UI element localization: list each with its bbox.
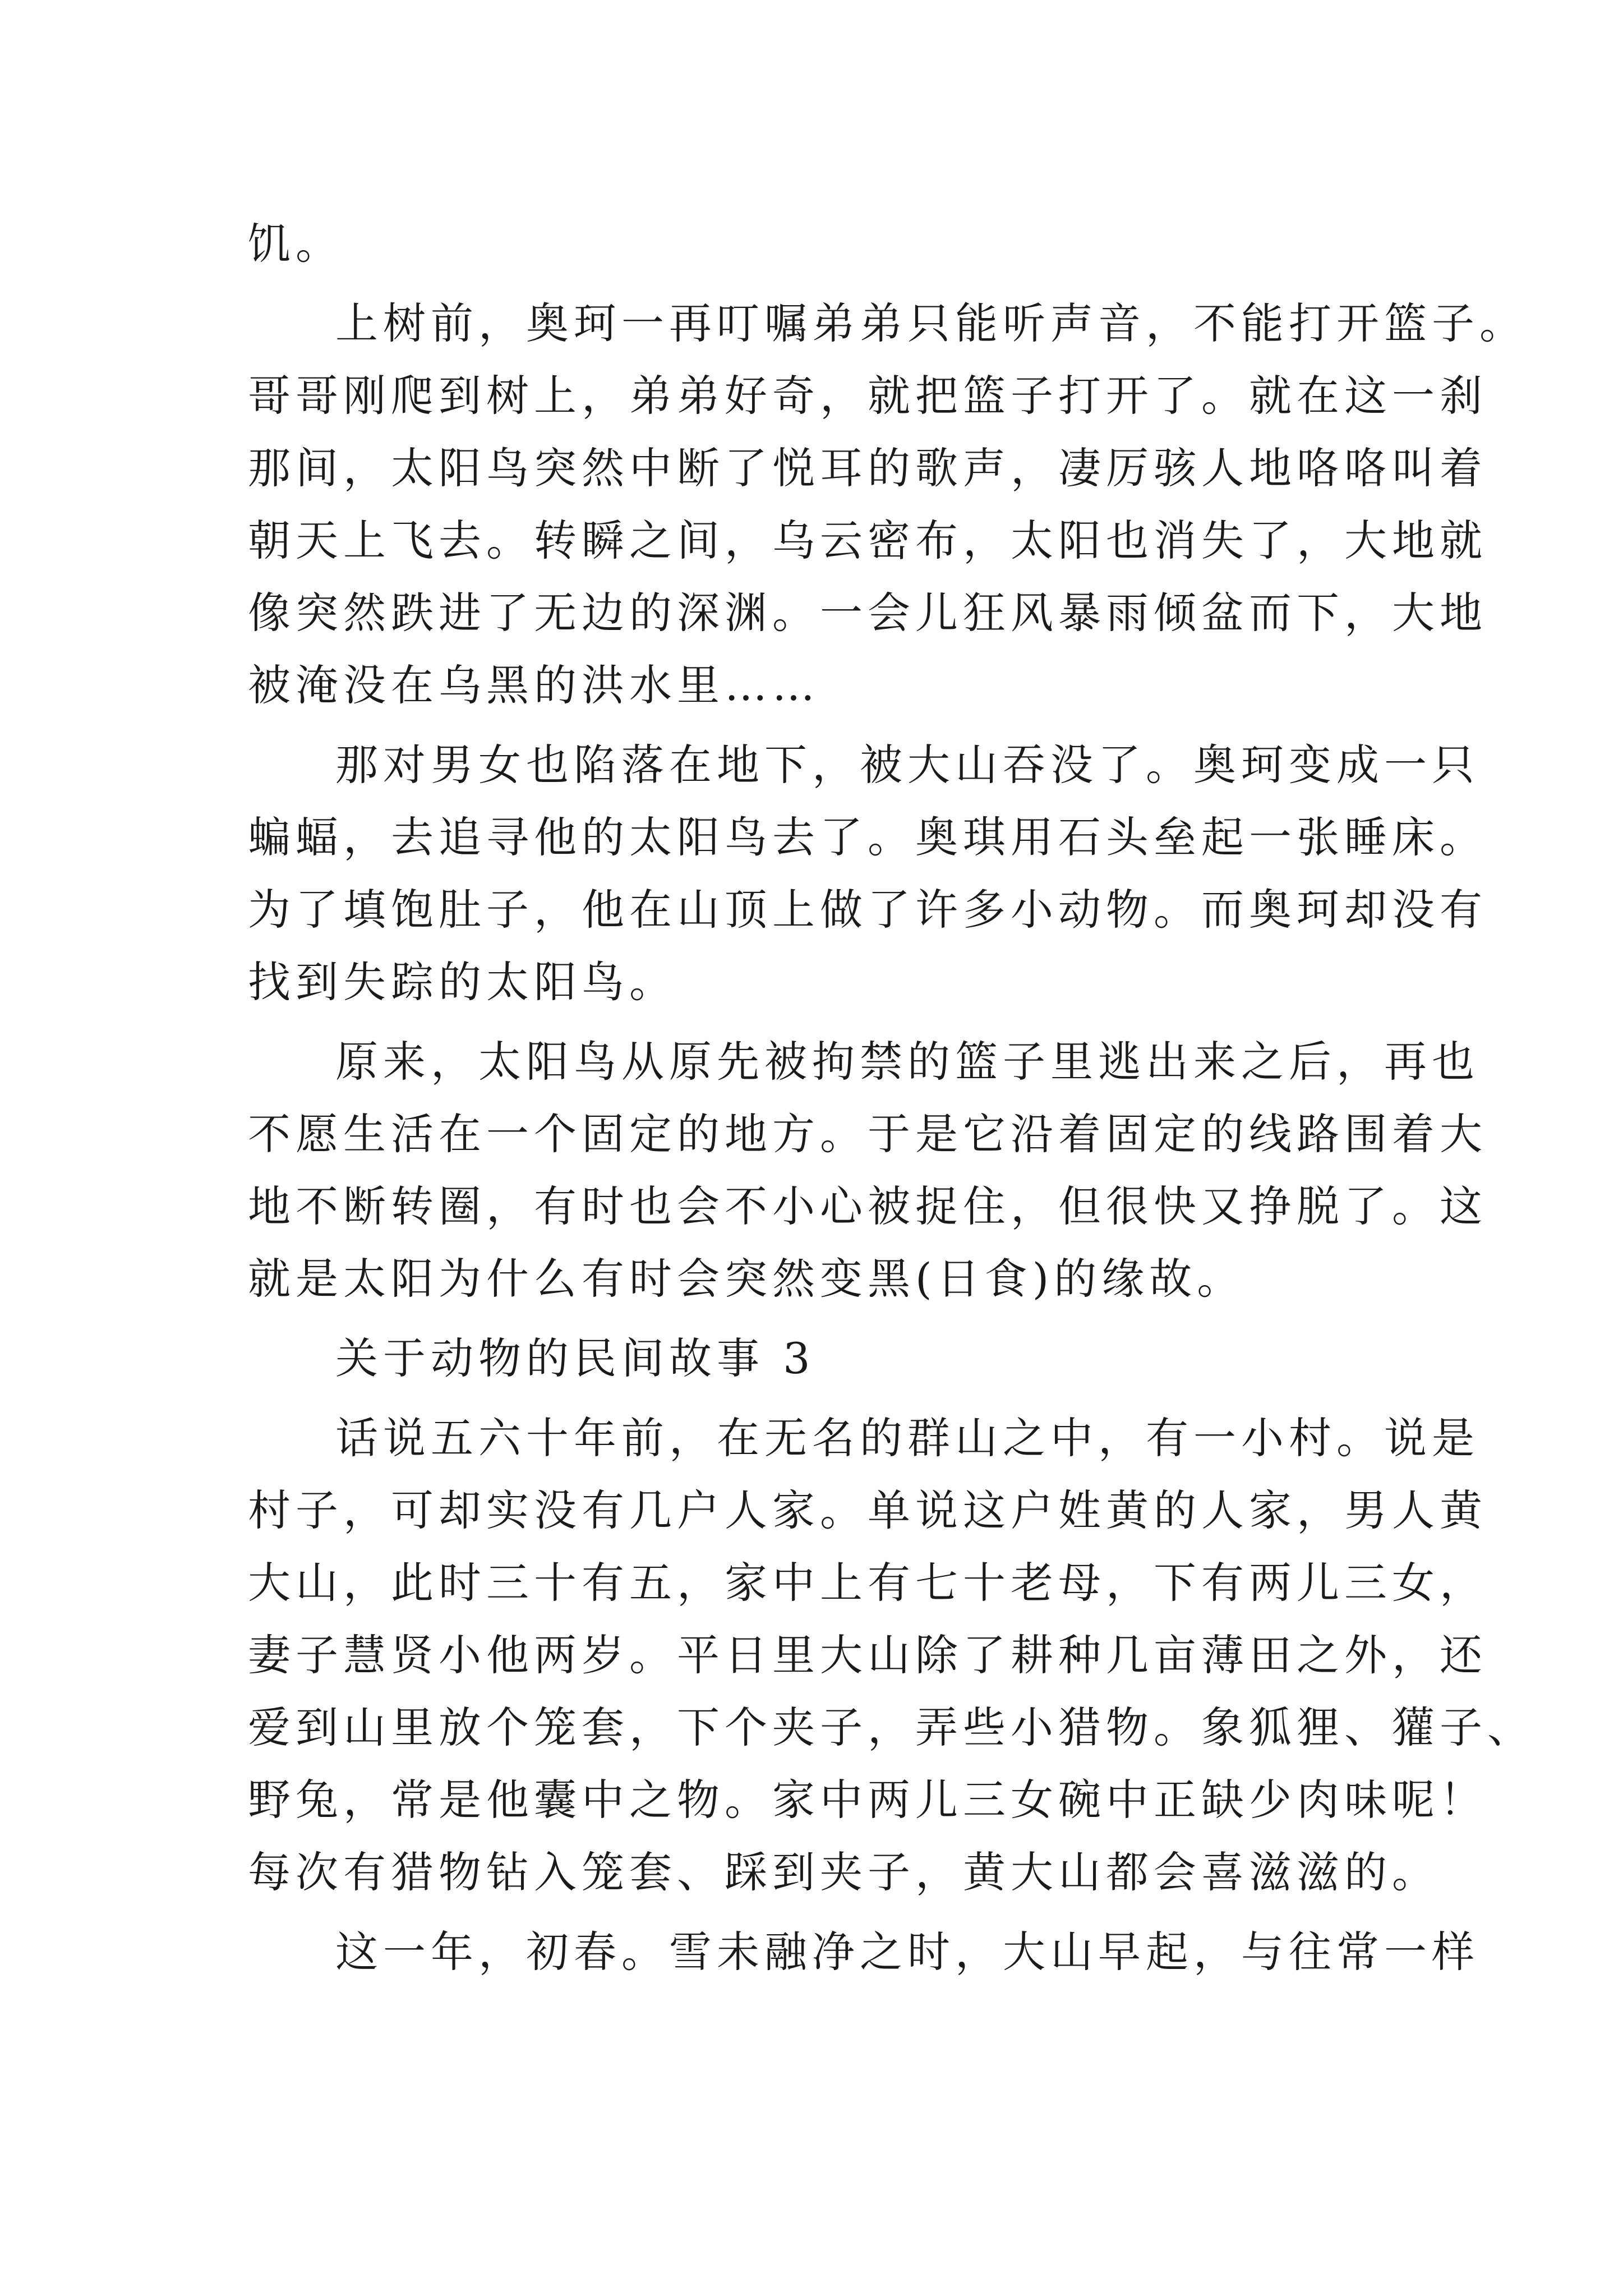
text-line: 爱到山里放个笼套，下个夹子，弄些小猎物。象狐狸、獾子、 bbox=[248, 1703, 1535, 1752]
text-line: 被淹没在乌黑的洪水里…… bbox=[248, 660, 820, 710]
text-line: 每次有猎物钻入笼套、踩到夹子，黄大山都会喜滋滋的。 bbox=[248, 1847, 1440, 1897]
text-line: 找到失踪的太阳鸟。 bbox=[248, 957, 677, 1007]
text-line: 就是太阳为什么有时会突然变黑(日食)的缘故。 bbox=[248, 1254, 1245, 1304]
section-heading: 关于动物的民间故事 3 bbox=[335, 1333, 815, 1383]
text-line: 蝙蝠，去追寻他的太阳鸟去了。奥琪用石头垒起一张睡床。 bbox=[248, 812, 1487, 862]
text-line: 哥哥刚爬到树上，弟弟好奇，就把篮子打开了。就在这一刹 bbox=[248, 371, 1487, 421]
text-line: 饥。 bbox=[248, 219, 343, 269]
text-line: 大山，此时三十有五，家中上有七十老母，下有两儿三女， bbox=[248, 1558, 1487, 1608]
text-line: 像突然跌进了无边的深渊。一会儿狂风暴雨倾盆而下，大地 bbox=[248, 588, 1487, 638]
paragraph-start-line: 话说五六十年前，在无名的群山之中，有一小村。说是 bbox=[335, 1413, 1479, 1463]
text-line: 不愿生活在一个固定的地方。于是它沿着固定的线路围着大 bbox=[248, 1109, 1487, 1159]
text-line: 村子，可却实没有几户人家。单说这户姓黄的人家，男人黄 bbox=[248, 1485, 1487, 1535]
text-line: 地不断转圈，有时也会不小心被捉住，但很快又挣脱了。这 bbox=[248, 1181, 1487, 1231]
paragraph-start-line: 这一年，初春。雪未融净之时，大山早起，与往常一样 bbox=[335, 1927, 1479, 1977]
text-line: 朝天上飞去。转瞬之间，乌云密布，太阳也消失了，大地就 bbox=[248, 516, 1487, 565]
paragraph-start-line: 那对男女也陷落在地下，被大山吞没了。奥珂变成一只 bbox=[335, 740, 1479, 790]
text-line: 为了填饱肚子，他在山顶上做了许多小动物。而奥珂却没有 bbox=[248, 885, 1487, 935]
text-line: 那间，太阳鸟突然中断了悦耳的歌声，凄厉骇人地咯咯叫着 bbox=[248, 443, 1487, 493]
paragraph-start-line: 原来，太阳鸟从原先被拘禁的篮子里逃出来之后，再也 bbox=[335, 1037, 1479, 1087]
text-line: 妻子慧贤小他两岁。平日里大山除了耕种几亩薄田之外，还 bbox=[248, 1630, 1487, 1680]
text-line: 野兔，常是他囊中之物。家中两儿三女碗中正缺少肉味呢！ bbox=[248, 1775, 1487, 1825]
paragraph-start-line: 上树前，奥珂一再叮嘱弟弟只能听声音，不能打开篮子。 bbox=[335, 298, 1527, 348]
